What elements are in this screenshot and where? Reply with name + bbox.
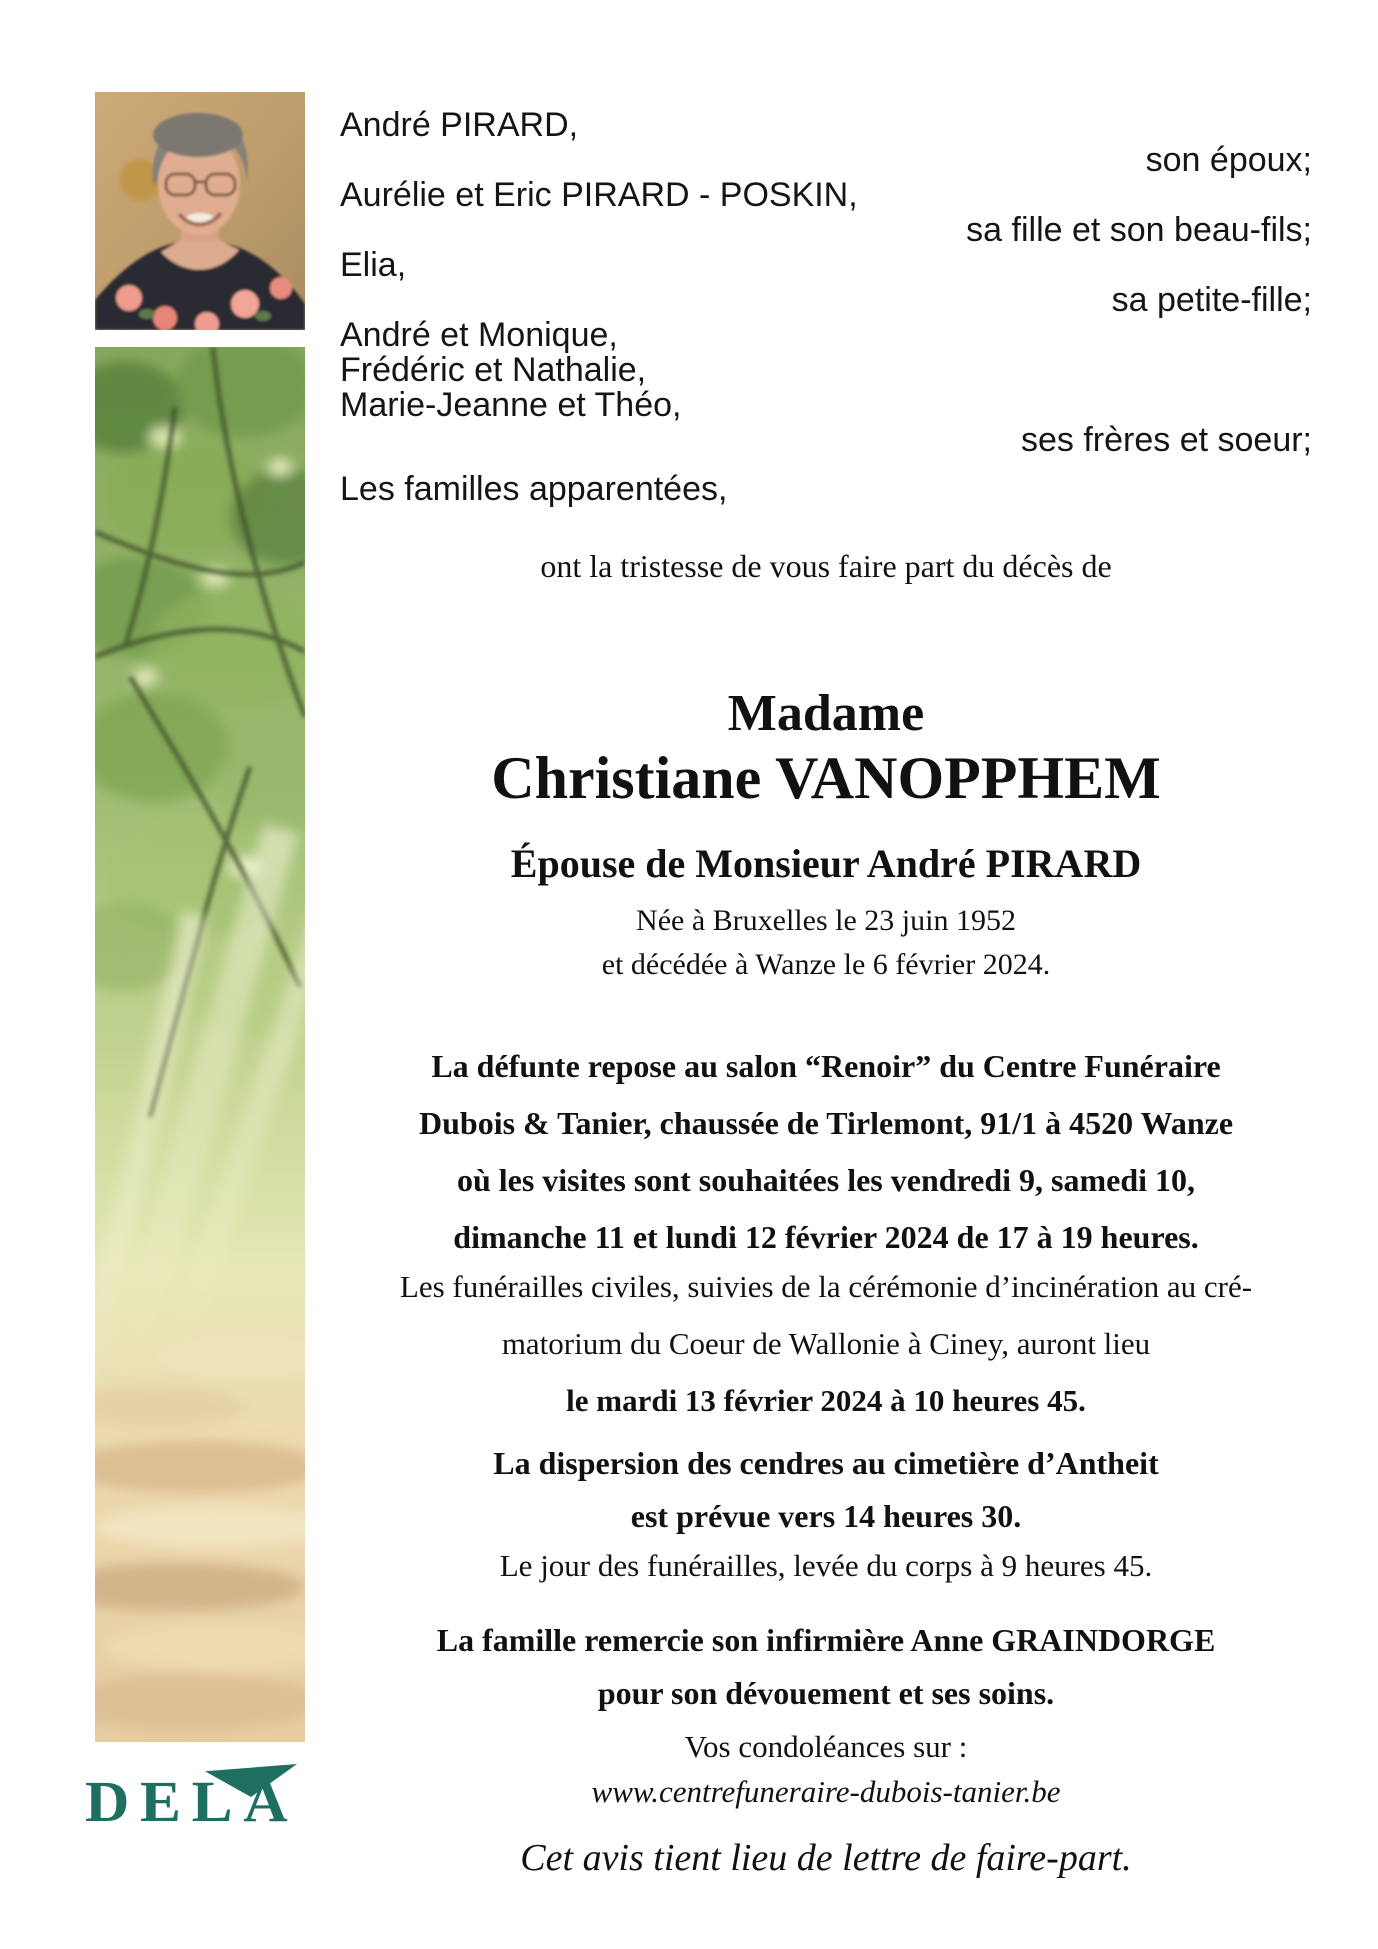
family-line: Elia, (340, 246, 407, 284)
dela-logo (85, 1764, 325, 1844)
thanks-line: pour son dévouement et ses soins. (597, 1675, 1055, 1711)
deceased-name: Christiane VANOPPHEM (491, 745, 1161, 811)
dela-wordmark: DELA (85, 1769, 299, 1834)
family-line: Frédéric et Nathalie, (340, 351, 647, 389)
relation-line: sa fille et son beau-fils; (966, 211, 1312, 249)
funeral-datetime: le mardi 13 février 2024 à 10 heures 45. (566, 1383, 1086, 1418)
portrait-photo (95, 92, 305, 330)
family-line: André PIRARD, (340, 106, 579, 144)
family-line: Les familles apparentées, (340, 470, 728, 508)
levee-line: Le jour des funérailles, levée du corps à 9 heures 45. (499, 1548, 1153, 1583)
ashes-notice (340, 1437, 1312, 1543)
repose-line: La défunte repose au salon “Renoir” du Centre Funéraire (431, 1048, 1221, 1084)
repose-notice (340, 1038, 1312, 1266)
ashes-line: est prévue vers 14 heures 30. (630, 1498, 1022, 1534)
condolences-website: www.centrefuneraire-dubois-tanier.be (591, 1774, 1061, 1809)
birth-line: Née à Bruxelles le 23 juin 1952 (636, 904, 1016, 937)
deceased-title: Madame (727, 685, 925, 742)
relation-line: son époux; (1145, 141, 1312, 179)
relation-line: ses frères et soeur; (1020, 421, 1312, 459)
funeral-notice (340, 1258, 1312, 1429)
funeral-line: Les funérailles civiles, suivies de la cérémonie d’incinération au cré- (399, 1269, 1253, 1304)
repose-line: dimanche 11 et lundi 12 février 2024 de 17 à 19 heures. (453, 1219, 1199, 1255)
ashes-line: La dispersion des cendres au cimetière d’Antheit (493, 1445, 1159, 1481)
funeral-line: matorium du Coeur de Wallonie à Ciney, auront lieu (501, 1326, 1151, 1361)
thanks-line: La famille remercie son infirmière Anne GRAINDORGE (436, 1622, 1216, 1658)
family-announcement-block (340, 108, 1312, 507)
portrait-illustration (95, 92, 305, 330)
spouse-line: Épouse de Monsieur André PIRARD (510, 841, 1142, 886)
announcement-line: ont la tristesse de vous faire part du décès de (540, 548, 1112, 584)
repose-line: Dubois & Tanier, chaussée de Tirlemont, 91/1 à 4520 Wanze (418, 1105, 1234, 1141)
thanks-notice (340, 1614, 1312, 1720)
repose-line: où les visites sont souhaitées les vendredi 9, samedi 10, (456, 1162, 1196, 1198)
family-line: André et Monique, (340, 316, 618, 354)
family-line: Aurélie et Eric PIRARD - POSKIN, (340, 176, 858, 214)
closing-line: Cet avis tient lieu de lettre de faire-part. (520, 1837, 1132, 1879)
condolences-block (340, 1724, 1312, 1814)
family-line: Marie-Jeanne et Théo, (340, 386, 682, 424)
death-line: et décédée à Wanze le 6 février 2024. (601, 948, 1051, 981)
condolences-label: Vos condoléances sur : (684, 1729, 968, 1764)
forest-illustration (95, 347, 305, 1742)
forest-photo (95, 347, 305, 1742)
relation-line: sa petite-fille; (1111, 281, 1312, 319)
